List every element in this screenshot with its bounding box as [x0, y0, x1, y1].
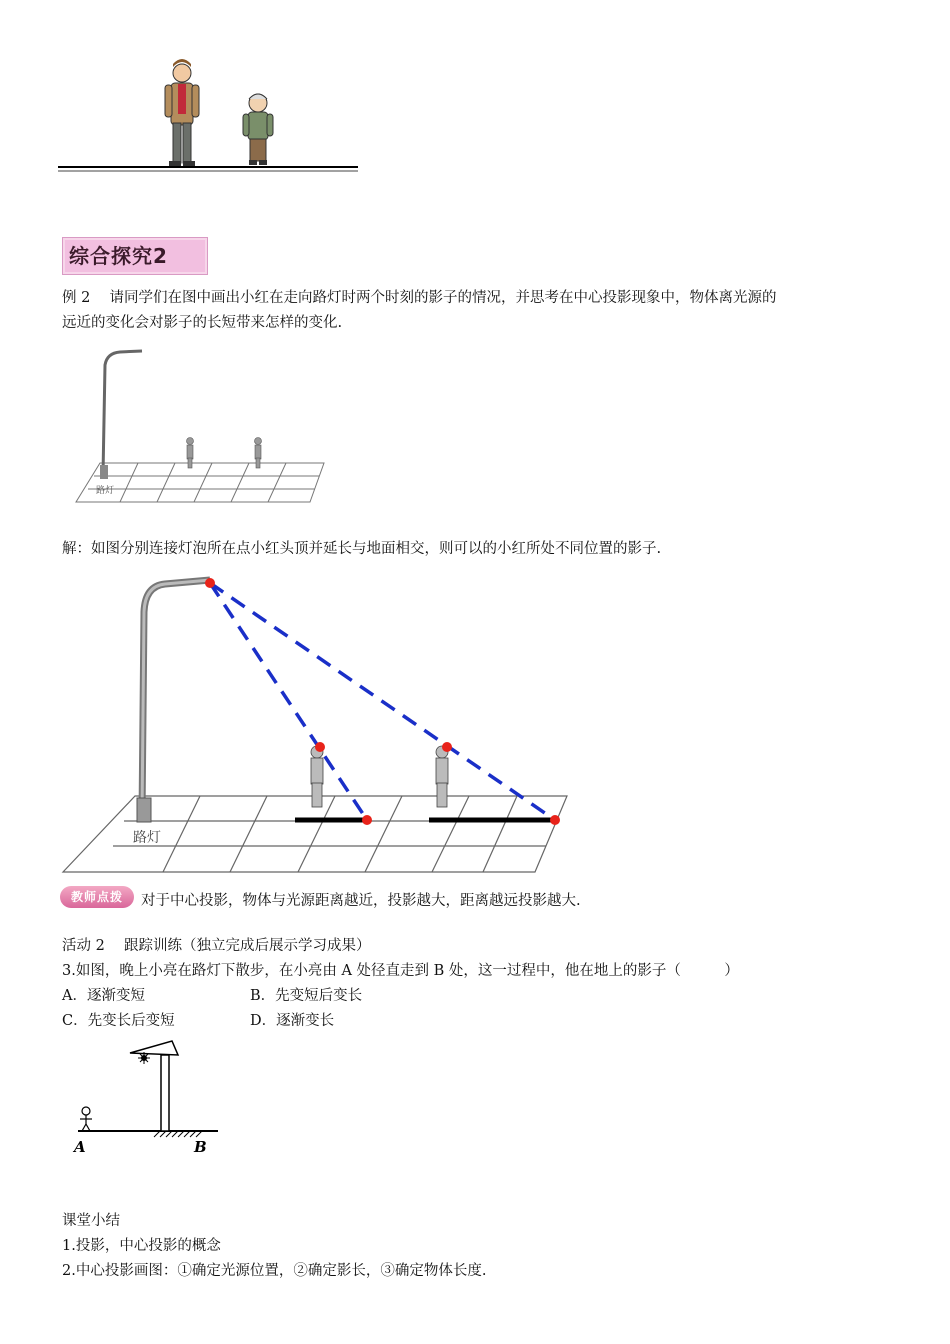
ray-far — [210, 583, 555, 820]
point-a-label: A — [74, 1138, 86, 1156]
option-a: A．逐渐变短 — [62, 988, 145, 1004]
people-illustration — [55, 55, 365, 180]
teacher-tip-badge: 教师点拨 — [60, 886, 134, 908]
teacher-tip-text: 对于中心投影，物体与光源距离越近，投影越大，距离越远投影越大. — [141, 893, 581, 909]
activity2-title: 活动 2 跟踪训练（独立完成后展示学习成果） — [62, 938, 371, 954]
ray-near — [210, 583, 367, 820]
lamp-grid-figure-small — [70, 345, 340, 510]
option-c: C．先变长后变短 — [62, 1013, 175, 1029]
man-figure — [165, 59, 199, 166]
section-banner-title: 综合探究2 — [69, 244, 168, 268]
head-dot-near — [315, 742, 325, 752]
section-banner — [62, 237, 208, 275]
shadow-end-far — [550, 815, 560, 825]
shadow-end-near — [362, 815, 372, 825]
old-person-figure — [243, 94, 273, 165]
summary-item-2: 2.中心投影画图：①确定光源位置，②确定影长，③确定物体长度. — [62, 1263, 487, 1279]
lamp-ab-figure — [68, 1035, 228, 1160]
option-b: B．先变短后变长 — [250, 988, 363, 1004]
question-3: 3.如图，晚上小亮在路灯下散步，在小亮由 A 处径直走到 B 处，这一过程中，他在地上的影子（ ） — [62, 963, 739, 979]
summary-item-1: 1.投影，中心投影的概念 — [62, 1238, 221, 1254]
stick-figure — [80, 1107, 92, 1131]
solution-text: 解：如图分别连接灯泡所在点小红头顶并延长与地面相交，则可以的小红所处不同位置的影子. — [62, 541, 662, 557]
example2-line2: 远近的变化会对影子的长短带来怎样的变化. — [62, 315, 343, 331]
girl-near — [311, 746, 323, 807]
head-dot-far — [442, 742, 452, 752]
light-source-dot — [205, 578, 215, 588]
example2-line1: 例 2 请同学们在图中画出小红在走向路灯时两个时刻的影子的情况，并思考在中心投影现象中，物体离光源的 — [62, 290, 777, 306]
lamp-grid-figure-large — [55, 572, 585, 877]
summary-title: 课堂小结 — [62, 1213, 120, 1229]
point-b-label: B — [194, 1138, 207, 1156]
option-d: D．逐渐变长 — [250, 1013, 335, 1029]
lamp-label-small: 路灯 — [96, 486, 115, 496]
lamp-label-large: 路灯 — [133, 830, 161, 846]
girl-far — [436, 746, 448, 807]
